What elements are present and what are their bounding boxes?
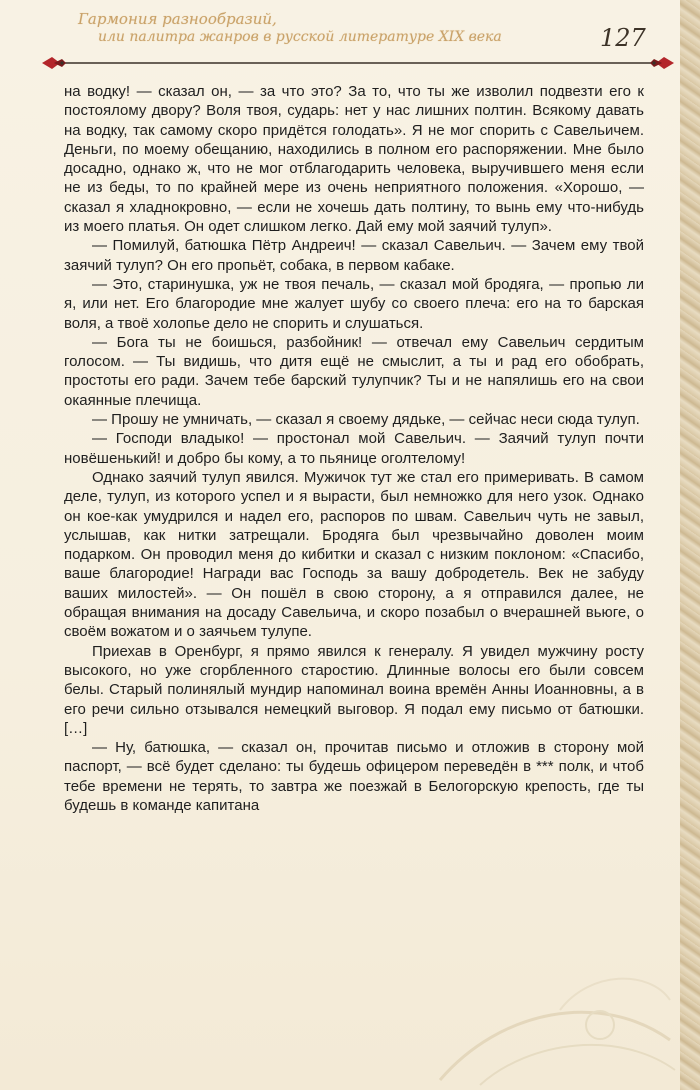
header-title-line1: Гармония разнообразий,: [78, 10, 277, 28]
paragraph-9: — Ну, батюшка, — сказал он, прочитав письмо и отложив в сторону мой паспорт, — всё будет сделано: ты будешь офицером переведён в *** полк, и чтоб тебе времени не терять, то завтра же поезжай в Белогорскую крепость, где ты будешь в команде капитана: [64, 739, 644, 814]
paragraph-8: Приехав в Оренбург, я прямо явился к генералу. Я увидел мужчину росту высокого, но уже сгорбленного старостию. Длинные волосы его были совсем белы. Старый полинялый мундир напоминал воина времён Анны Иоанновны, а в его речи сильно отзывался немецкий выговор. Я подал ему письмо от батюшки. […]: [64, 642, 644, 737]
right-flower-icon: [650, 57, 674, 69]
paragraph-7: Однако заячий тулуп явился. Мужичок тут же стал его примеривать. В самом деле, тулуп, из которого успел и я вырасти, был немножко для него узок. Однако он кое-как умудрился и надел его, распоров по швам. Савельич чуть не завыл, услышав, как нитки затрещали. Бродяга был чрезвычайно доволен моим подарком. Он проводил меня до кибитки и сказал с низким поклоном: «Спасибо, ваше благородие! Награди вас Господь за вашу добродетель. Век не забуду ваших милостей». — Он пошёл в свою сторону, а я отправился далее, не обращая внимания на досаду Савельича, и скоро позабыл о вчерашней вьюге, о своём вожатом и о заячьем тулупе.: [64, 468, 644, 641]
corner-swirl-ornament: [420, 950, 680, 1090]
left-flower-icon: [42, 57, 66, 69]
paragraph-1: на водку! — сказал он, — за что это? За то, что ты же изволил подвезти его к постоялому двору? Воля твоя, сударь: нет у нас лишних полтин. Всякому давать на водку, так самому скоро придётся голодать». Я не мог спорить с Савельичем. Деньги, по моему обещанию, находились в полном его распоряжении. Мне было досадно, однако ж, что не мог отблагодарить человека, выручившего меня если не из беды, то по крайней мере из очень неприятного положения. «Хорошо, — сказал я хладнокровно, — если не хочешь дать полтину, то вынь ему что-нибудь из моего платья. Он одет слишком легко. Дай ему мой заячий тулуп».: [64, 83, 644, 236]
page-edge-ornament: [680, 0, 700, 1090]
paragraph-2: — Помилуй, батюшка Пётр Андреич! — сказал Савельич. — Зачем ему твой заячий тулуп? Он его пропьёт, собака, в первом кабаке.: [64, 237, 644, 274]
paragraph-3: — Это, старинушка, уж не твоя печаль, — сказал мой бродяга, — пропью ли я, или нет. Его благородие мне жалует шубу со своего плеча: его на то барская воля, а твоё холопье дело не спорить и слушаться.: [64, 275, 644, 332]
paragraph-6: — Господи владыко! — простонал мой Савельич. — Заячий тулуп почти новёшенький! и добро бы кому, а то пьянице оголтелому!: [64, 430, 644, 467]
header-title-line2: или палитра жанров в русской литературе XIX века: [98, 29, 502, 45]
paragraph-4: — Бога ты не боишься, разбойник! — отвечал ему Савельич сердитым голосом. — Ты видишь, что дитя ещё не смыслит, а ты и рад его обобрать, простоты его ради. Зачем тебе барский тулупчик? Ты и не напялишь его на свои окаянные плечища.: [64, 333, 644, 409]
header-divider: [40, 54, 676, 72]
running-header: [78, 10, 598, 46]
paragraph-5: — Прошу не умничать, — сказал я своему дядьке, — сейчас неси сюда тулуп.: [92, 411, 640, 429]
page-number: 127: [600, 24, 646, 52]
body-text: [64, 82, 644, 815]
